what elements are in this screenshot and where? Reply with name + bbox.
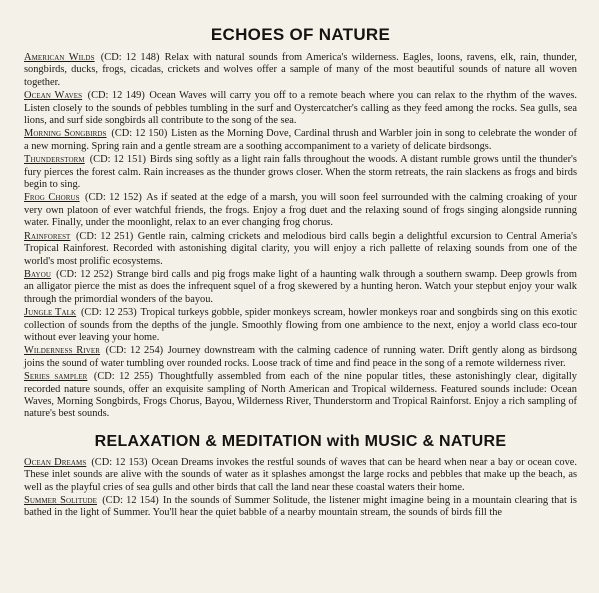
entry-american-wilds <box>24 52 577 89</box>
entry-cd-number: (CD: 12 152) <box>85 192 142 204</box>
entry-title: Series sampler <box>24 371 88 383</box>
entry-cd-number: (CD: 12 254) <box>105 345 164 357</box>
entry-title: Rainforest <box>24 230 71 242</box>
entry-description: Strange bird calls and pig frogs make light of a haunting walk through a southern swamp. Deep growls from an alligator pierce the mist as does the infrequent squel of a frog skewered by a hunting heron. Watch your stepbut enjoy your walk through the primordial wonders of the bayou. <box>24 268 577 305</box>
entry-cd-number: (CD: 12 150) <box>111 128 168 140</box>
entry-ocean-dreams <box>24 457 577 494</box>
entry-description: As if seated at the edge of a marsh, you will soon feel surrounded with the calming croaking of your very own platoon of ever watchful friends, the frogs. Enjoy a frog duet and the relaxing sound of frogs singing alongside running water. Finally, under the moonlight, relax to an ever changing frog chorus. <box>24 192 577 229</box>
entry-title: Frog Chorus <box>24 192 80 204</box>
entry-title: Ocean Waves <box>24 90 83 102</box>
entry-morning-songbirds <box>24 128 577 153</box>
section-title-relaxation-meditation: RELAXATION & MEDITATION with MUSIC & NATURE <box>94 432 507 450</box>
entry-title: Jungle Talk <box>24 307 77 319</box>
entry-cd-number: (CD: 12 149) <box>87 90 145 102</box>
entry-ocean-waves <box>24 90 577 127</box>
entry-cd-number: (CD: 12 251) <box>75 230 134 242</box>
entry-thunderstorm <box>24 154 577 191</box>
entry-title: Thunderstorm <box>24 154 85 166</box>
entry-description: Journey downstream with the calming cadence of running water. Drift gently along as birdsong joins the sound of water tumbling over rounded rocks. Loose track of time and find peace in the song of a remote wilderness river. <box>24 345 577 369</box>
entry-series-sampler <box>24 371 577 421</box>
entry-description: Thoughtfully assembled from each of the nine popular titles, these astonishingly clear, digitally recorded nature sounds, offer an exquisite sampling of North American and Tropical wilderness. Featured sounds include: Ocean Waves, Morning Songbirds, Frogs Chorus, Bayou, Wilderness River, Thunderstorm and Tropical Rainforst. Enjoy a rich sampling of nature's best sounds. <box>24 371 577 420</box>
entry-title: Summer Solitude <box>24 495 98 506</box>
entry-wilderness-river <box>24 345 577 370</box>
entry-title: Ocean Dreams <box>24 456 87 468</box>
entry-frog-chorus <box>24 192 577 229</box>
entry-description: Ocean Dreams invokes the restful sounds of waves that can be heard when near a bay or ocean cove. These inlet sounds are alive with the sounds of water as it splashes amongst the large rocks and pebbles that make up the beach, as well as the playful cries of sea gulls and other birds that call the land near these coastal waters their home. <box>24 456 577 493</box>
entry-title: Wilderness River <box>24 345 101 357</box>
entry-cd-number: (CD: 12 255) <box>93 371 154 383</box>
entry-title: Morning Songbirds <box>24 128 107 140</box>
entry-description: Listen as the Morning Dove, Cardinal thrush and Warbler join in song to celebrate the wonder of a new morning. Spring rain and a gentle stream are a soothing accompaniment to a variety of delicate birdsongs. <box>24 128 577 152</box>
entry-cd-number: (CD: 12 153) <box>91 456 148 468</box>
entry-cd-number: (CD: 12 253) <box>80 307 137 319</box>
entry-description: Relax with natural sounds from America's wilderness. Eagles, loons, ravens, elk, rain, thunder, songbirds, ducks, frogs, cicadas, crickets and wolves offer a sample of many of the most beautiful sounds of nature all woven together. <box>24 52 577 88</box>
entry-description: Birds sing softly as a light rain falls throughout the woods. A distant rumble grows until the thunder's fury pierces the forest calm. Rain increases as the thunder grows closer. When the storm retreats, the rain slackens as frogs and birds begin to sing. <box>24 154 577 191</box>
entry-description: In the sounds of Summer Solitude, the listener might imagine being in a mountain clearing that is bathed in the light of Summer. You'll hear the quiet babble of a nearby mountain stream, the sounds of birds fill the <box>24 495 577 519</box>
entry-cd-number: (CD: 12 148) <box>100 52 160 63</box>
entry-title: American Wilds <box>24 52 95 63</box>
entry-description: Ocean Waves will carry you off to a remote beach where you can relax to the rhythm of the waves. Listen closely to the sounds of pebbles tumbling in the surf and Oystercatcher's calling as they feed among the rocks. Sea gulls, sea lions, and surf side songbirds all contribute to the song of the sea. <box>24 90 577 127</box>
entry-description: Tropical turkeys gobble, spider monkeys scream, howler monkeys roar and songbirds sing on this exotic collection of sounds from the depths of the jungle. Smoothly flowing from one ambience to the next, enjoy a world class eco-tour without ever leaving your home. <box>24 307 577 343</box>
section-title-echoes-of-nature: ECHOES OF NATURE <box>210 25 391 44</box>
entry-bayou <box>24 269 577 306</box>
entry-rainforest <box>24 231 577 268</box>
entry-cd-number: (CD: 12 154) <box>102 495 159 506</box>
entry-description: Gentle rain, calming crickets and melodious bird calls begin a delightful excursion to Central Ameria's Tropical Rainforest. Recorded with astonishing digital clarity, you will enjoy a rich pallette of relaxing sounds from one of the world's most prolific ecosystems. <box>24 230 577 267</box>
entry-jungle-talk <box>24 307 577 344</box>
entry-summer-solitude <box>24 495 577 520</box>
entry-cd-number: (CD: 12 151) <box>89 154 146 166</box>
entry-cd-number: (CD: 12 252) <box>56 268 113 280</box>
entry-title: Bayou <box>24 268 52 280</box>
